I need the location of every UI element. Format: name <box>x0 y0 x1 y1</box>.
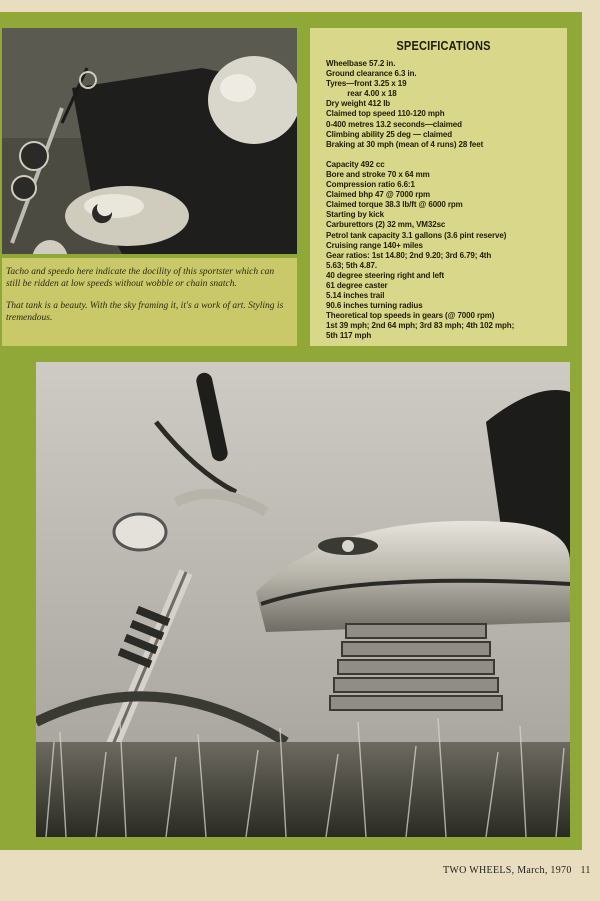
caption-tacho: Tacho and speedo here indicate the docility of this sportster which can still be ridden at low speeds without wobble or chain snatch. <box>6 267 275 289</box>
specifications-title: SPECIFICATIONS <box>396 38 491 53</box>
spec-gap <box>326 150 561 160</box>
spec-line: Carburettors (2) 32 mm, VM32sc <box>326 220 446 230</box>
spec-line: 5th 117 mph <box>326 331 372 341</box>
spec-line: 61 degree caster <box>326 280 388 290</box>
spec-line: 5.14 inches trail <box>326 291 385 301</box>
page-footer <box>443 865 591 876</box>
caption-box <box>2 258 297 346</box>
spec-line: 0-400 metres 13.2 seconds—claimed <box>326 119 462 129</box>
spec-line: Tyres—front 3.25 x 19 <box>326 79 407 89</box>
page-number: 11 <box>580 865 591 876</box>
spec-line: Compression ratio 6.6:1 <box>326 180 415 190</box>
spec-line: 90.6 inches turning radius <box>326 301 423 311</box>
spec-line: Ground clearance 6.3 in. <box>326 69 417 79</box>
spec-line: Wheelbase 57.2 in. <box>326 59 396 68</box>
spec-line: Claimed top speed 110-120 mph <box>326 109 445 119</box>
photo-rider-tank-illustration <box>2 28 297 254</box>
spec-group-2 <box>326 160 561 342</box>
spec-line: Theoretical top speeds in gears (@ 7000 rpm) <box>326 311 495 321</box>
spec-line: Claimed torque 38.3 lb/ft @ 6000 rpm <box>326 200 463 210</box>
spec-line: Dry weight 412 lb <box>326 99 391 109</box>
spec-line: Capacity 492 cc <box>326 159 385 169</box>
spec-line: Cruising range 140+ miles <box>326 240 423 250</box>
photo-motorcycle-illustration <box>36 362 570 837</box>
footer-publication: TWO WHEELS, March, 1970 <box>443 865 572 876</box>
spec-line: Starting by kick <box>326 210 384 220</box>
photo-rider-tank <box>2 28 297 254</box>
spec-line: Gear ratios: 1st 14.80; 2nd 9.20; 3rd 6.79; 4th <box>326 250 492 260</box>
spec-line: Petrol tank capacity 3.1 gallons (3.6 pint reserve) <box>326 230 507 240</box>
spec-line: Claimed bhp 47 @ 7000 rpm <box>326 190 431 200</box>
caption-tank: That tank is a beauty. With the sky framing it, it's a work of art. Styling is tremendous. <box>6 301 284 323</box>
specifications-box <box>310 28 567 346</box>
spec-line: rear 4.00 x 18 <box>326 89 397 99</box>
spec-line: Bore and stroke 70 x 64 mm <box>326 169 430 179</box>
spec-line: 5.63; 5th 4.87. <box>326 260 377 270</box>
spec-line: 40 degree steering right and left <box>326 270 445 280</box>
spec-line: Braking at 30 mph (mean of 4 runs) 28 feet <box>326 139 484 149</box>
spec-group-1 <box>326 59 561 150</box>
spec-line: 1st 39 mph; 2nd 64 mph; 3rd 83 mph; 4th 102 mph; <box>326 321 515 331</box>
photo-motorcycle <box>36 362 570 837</box>
spec-line: Climbing ability 25 deg — claimed <box>326 129 453 139</box>
